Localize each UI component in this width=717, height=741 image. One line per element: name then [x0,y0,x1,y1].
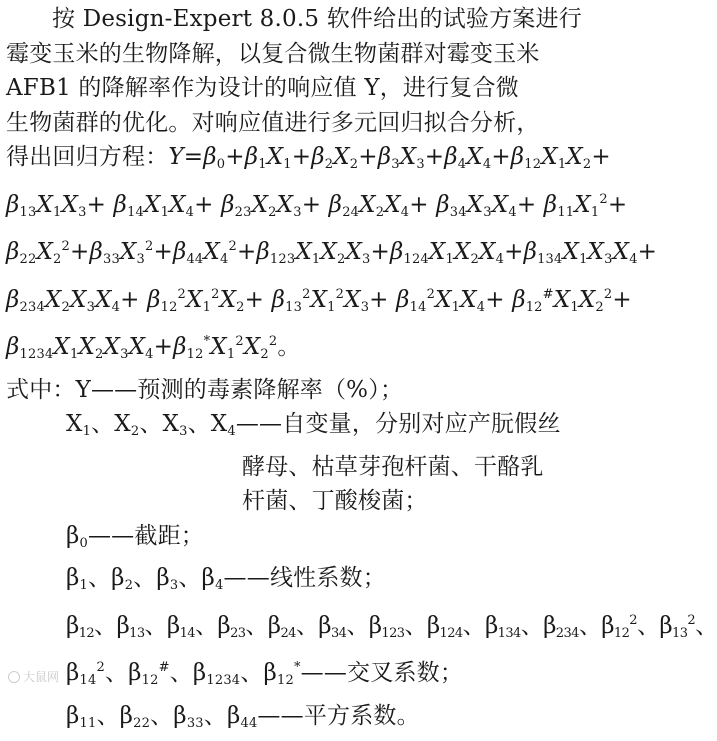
watermark-icon [8,671,20,683]
dash: —— [236,411,282,437]
intercept-symbol: $\beta_0$ [66,523,88,549]
variables-desc-line-3: 杆菌、丁酸梭菌； [6,484,601,519]
equation-line-1 [6,140,601,183]
cross-line-1 [6,604,601,652]
watermark [8,668,59,685]
linear-desc: ——线性系数； [224,565,386,591]
equation-line-3 [6,230,601,278]
square-desc: ——平方系数。 [257,703,419,729]
cross-symbols-2: $\beta_{14}^2$、$\beta_{12}^{\#}$、$\beta_{1234}$、$\beta_{12}^*$ [66,660,301,686]
paragraph-line-3: AFB1 的降解率作为设计的响应值 Y，进行复合微 [6,71,601,106]
linear-line [6,561,601,604]
watermark-text: 大鼠网 [23,668,59,685]
equation-line-2 [6,183,601,231]
paragraph-line-1: 按 Design-Expert 8.0.5 软件给出的试验方案进行 [6,2,601,37]
intercept-line [6,519,601,562]
variables-desc-1: 自变量，分别对应产朊假丝 [282,411,560,437]
regression-equation-part-2: $\beta_{13}X_1X_3+ \beta_{14}X_1X_4+ \beta_{23}X_2X_3+ \beta_{24}X_2X_4+ \beta_{34}X_3X_4+ \beta_{11}X_1^2+$ [6,192,627,218]
variables-desc-line-2: 酵母、枯草芽孢杆菌、干酪乳 [6,450,601,485]
regression-equation-part-5: $\beta_{1234}X_1X_2X_3X_4+\beta_{12}^*X_1^2X_2^2$ [6,334,277,360]
equation-end-mark: 。 [277,334,300,360]
regression-equation-part-4: $\beta_{234}X_2X_3X_4+ \beta_{12}^2X_1^2X_2+ \beta_{13}^2X_1^2X_3+ \beta_{14}^2X_1X_4+ \beta_{12}^{\#}X_1X_2^2+$ [6,287,632,313]
cross-desc: ——交叉系数； [301,660,463,686]
variables-line [6,407,601,450]
equation-line-4 [6,278,601,326]
variables-symbols: $X_1$、$X_2$、$X_3$、$X_4$ [66,411,236,437]
intercept-desc: ——截距； [88,523,204,549]
cross-line-2 [6,651,601,699]
paragraph-line-2: 霉变玉米的生物降解，以复合微生物菌群对霉变玉米 [6,37,601,72]
paragraph-line-4: 生物菌群的优化。对响应值进行多元回归拟合分析， [6,106,601,141]
regression-equation-part-1: $Y=\beta_0+\beta_1X_1+\beta_2X_2+\beta_3X_3+\beta_4X_4+\beta_{12}X_1X_2+$ [168,144,610,170]
linear-symbols: $\beta_1$、$\beta_2$、$\beta_3$、$\beta_4$ [66,565,224,591]
equation-prefix: 得出回归方程： [6,144,168,170]
regression-equation-part-3: $\beta_{22}X_2^2+\beta_{33}X_3^2+\beta_{44}X_4^2+\beta_{123}X_1X_2X_3+\beta_{124}X_1X_2X_4+\beta_{134}X_1X_3X_4+$ [6,239,657,265]
square-line [6,699,601,741]
cross-symbols-1: $\beta_{12}$、$\beta_{13}$、$\beta_{14}$、$\beta_{23}$、$\beta_{24}$、$\beta_{34}$、$\beta_{123}$、$\beta_{124}$、$\beta_{134}$、$\beta_{234}$、$\beta_{12}^2$、$\beta_{13}^2$、 [66,613,717,639]
where-line: 式中：Y——预测的毒素降解率（%）； [6,373,601,408]
square-symbols: $\beta_{11}$、$\beta_{22}$、$\beta_{33}$、$\beta_{44}$ [66,703,257,729]
equation-line-5 [6,325,601,373]
